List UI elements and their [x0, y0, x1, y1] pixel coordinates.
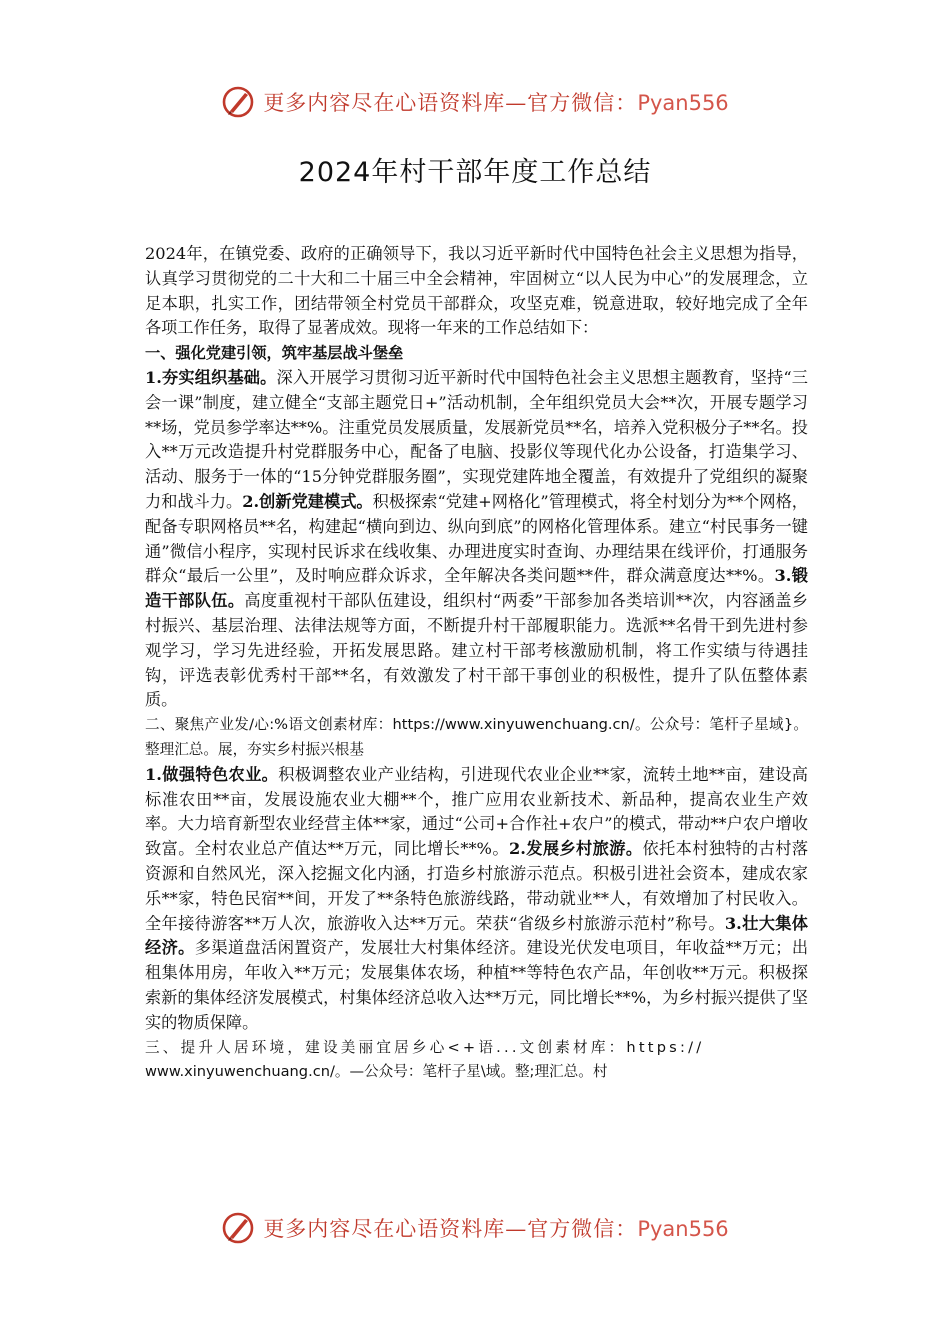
body-text-1-3: 高度重视村干部队伍建设，组织村“两委”干部参加各类培训**次，内容涵盖乡村振兴、基层治理、法律法规等方面，不断提升村干部履职能力。选派**名骨干到先进村参观学习，学习先进经验，开拓发展思路。建立村干部考核激励机制，将工作实绩与待遇挂钩，评选表彰优秀村干部**名，有效激发了村干部干事创业的积极性，提升了队伍整体素质。 — [145, 591, 808, 710]
footer-watermark-banner — [0, 1208, 950, 1248]
subheading-2-3: 3.壮大集体经济。 — [145, 913, 808, 958]
section-2-paragraph — [145, 763, 808, 1036]
header-watermark-banner — [0, 82, 950, 122]
watermark-text: 更多内容尽在心语资料库—官方微信：Pyan556 — [263, 1217, 729, 1241]
body-text-1-1: 深入开展学习贯彻习近平新时代中国特色社会主义思想主题教育，坚持“三会一课”制度，建立健全“支部主题党日+”活动机制，全年组织党员大会**次，开展专题学习**场，党员参学率达**%。注重党员发展质量，发展新党员**名，培养入党积极分子**名。投入**万元改造提升村党群服务中心，配备了电脑、投影仪等现代化办公设备，打造集学习、活动、服务于一体的“15分钟党群服务圈”，实现党建阵地全覆盖，有效提升了党组织的凝聚力和战斗力。 — [145, 367, 808, 511]
body-text-2-3: 多渠道盘活闲置资产，发展壮大村集体经济。建设光伏发电项目，年收益**万元；出租集体用房，年收入**万元；发展集体农场，种植**等特色农产品，年创收**万元。积极探索新的集体经济发展模式，村集体经济总收入达**万元，同比增长**%，为乡村振兴提供了坚实的物质保障。 — [145, 938, 809, 1032]
subheading-1-3: 3.锻造干部队伍。 — [145, 566, 808, 611]
section-heading-2: 二、聚焦产业发/心:%语文创素材库：https://www.xinyuwenchuang.cn/。公众号：笔杆子星域}。整理汇总。展，夯实乡村振兴根基 — [145, 716, 808, 758]
section-1-paragraph — [145, 366, 808, 713]
wechat-id: Pyan556 — [637, 1217, 729, 1241]
intro-paragraph: 2024年，在镇党委、政府的正确领导下，我以习近平新时代中国特色社会主义思想为指导，认真学习贯彻党的二十大和二十届三中全会精神，牢固树立“以人民为中心”的发展理念，立足本职，扎实工作，团结带领全村党员干部群众，攻坚克难，锐意进取，较好地完成了全年各项工作任务，取得了显著成效。现将一年来的工作总结如下： — [145, 244, 808, 338]
subheading-2-1: 1.做强特色农业。 — [145, 764, 279, 784]
watermark-text: 更多内容尽在心语资料库—官方微信：Pyan556 — [263, 91, 729, 115]
subheading-1-1: 1.夯实组织基础。 — [145, 367, 277, 387]
wechat-id: Pyan556 — [637, 91, 729, 115]
subheading-1-2: 2.创新党建模式。 — [242, 491, 373, 511]
pen-in-circle-logo — [221, 1211, 255, 1245]
subheading-2-2: 2.发展乡村旅游。 — [508, 839, 643, 859]
section-heading-3-line-2: www.xinyuwenchuang.cn/。—公众号：笔杆子星\域。整;理汇总。村 — [145, 1063, 608, 1081]
body-text-2-1: 积极调整农业产业结构，引进现代农业企业**家，流转土地**亩，建设高标准农田**亩，发展设施农业大棚**个，推广应用农业新技术、新品种，提高农业生产效率。大力培育新型农业经营主体**家，通过“公司+合作社+农户”的模式，带动**户农户增收致富。全村农业总产值达**万元，同比增长**%。 — [145, 764, 808, 859]
section-heading-1: 一、强化党建引领，筑牢基层战斗堡垒 — [145, 344, 404, 363]
pen-in-circle-logo — [221, 85, 255, 119]
page-title: 2024年村干部年度工作总结 — [298, 157, 652, 188]
section-heading-3-line-1: 三、提升人居环境，建设美丽宜居乡心<+语...文创素材库：https:// — [145, 1038, 705, 1056]
body-text-2-2: 依托本村独特的古村落资源和自然风光，深入挖掘文化内涵，打造乡村旅游示范点。积极引进社会资本，建成农家乐**家，特色民宿**间，开发了**条特色旅游线路，带动就业**人，有效增加了村民收入。全年接待游客**万人次，旅游收入达**万元。荣获“省级乡村旅游示范村”称号。 — [145, 839, 809, 933]
document-body — [145, 242, 808, 1085]
body-text-1-2: 积极探索“党建+网格化”管理模式，将全村划分为**个网格，配备专职网格员**名，构建起“横向到边、纵向到底”的网格化管理体系。建立“村民事务一键通”微信小程序，实现村民诉求在线收集、办理进度实时查询、办理结果在线评价，打通服务群众“最后一公里”，及时响应群众诉求，全年解决各类问题**件，群众满意度达**%。 — [145, 491, 808, 586]
